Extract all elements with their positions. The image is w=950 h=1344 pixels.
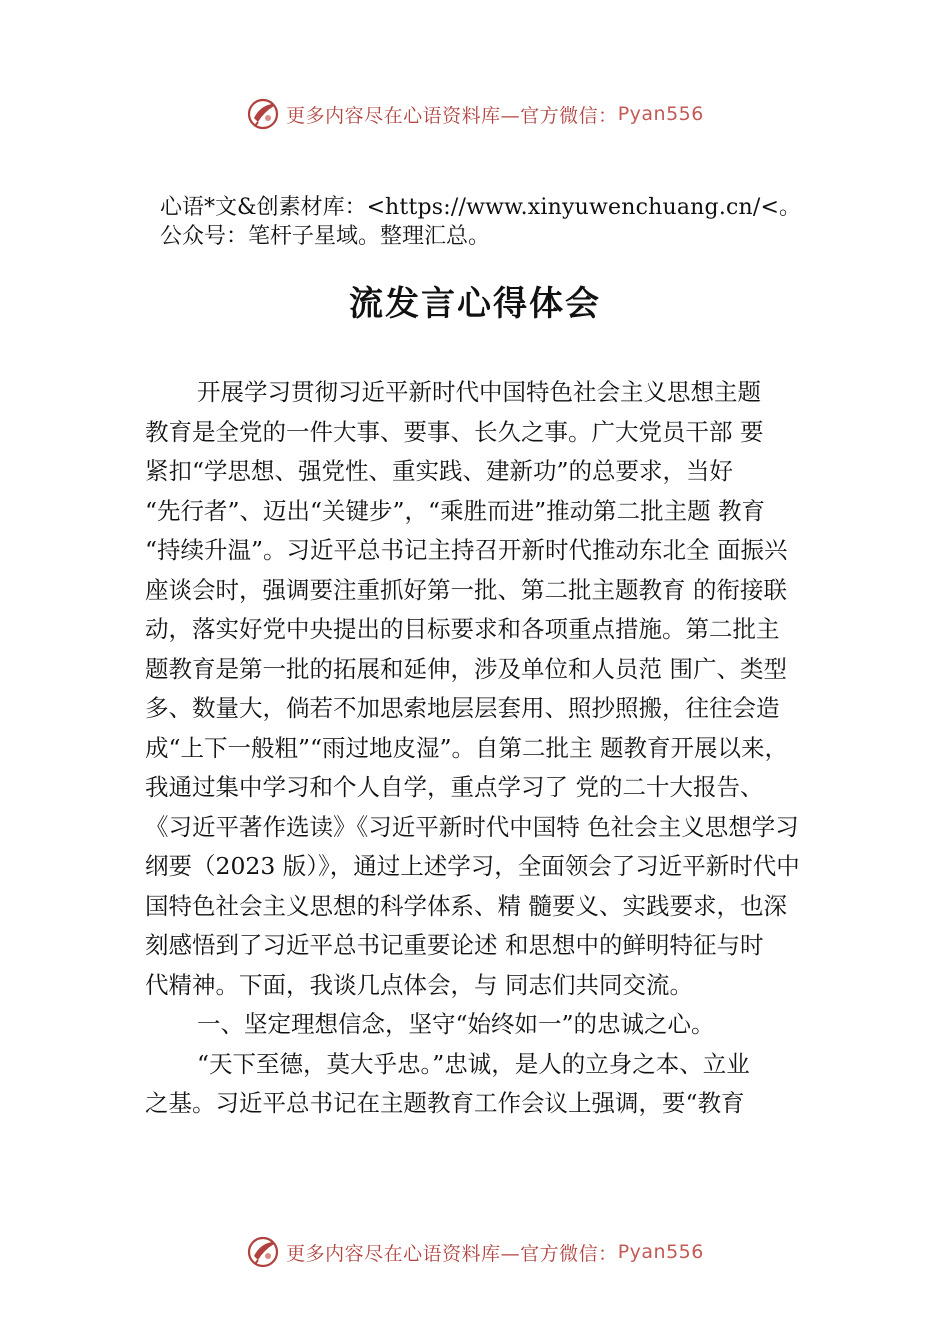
body-line: 《习近平著作选读》《习近平新时代中国特 色社会主义思想学习 — [145, 812, 799, 841]
body-line: 刻感悟到了习近平总书记重要论述 和思想中的鲜明特征与时 — [145, 931, 764, 959]
document-body — [145, 373, 845, 1124]
source-url[interactable]: https://www.xinyuwenchuang.cn/ — [385, 195, 761, 220]
writing-hand-logo-icon — [246, 1234, 282, 1270]
source-note — [160, 193, 920, 251]
body-line: 题教育是第一批的拓展和延伸，涉及单位和人员范 围广、类型 — [145, 654, 787, 683]
body-line: 我通过集中学习和个人自学，重点学习了 党的二十大报告、 — [145, 773, 764, 801]
source-suffix: <。 — [760, 195, 801, 220]
section-heading: 一、坚定理想信念，坚守“始终如一”的忠诚之心。 — [197, 1010, 715, 1038]
footer-watermark-banner — [0, 1232, 950, 1272]
writing-hand-logo-icon — [246, 96, 282, 132]
header-watermark-banner — [0, 94, 950, 134]
source-line-1 — [160, 193, 920, 222]
banner-account: Pyan556 — [617, 1241, 704, 1263]
body-line: 纲要（2023 版）》，通过上述学习，全面领会了习近平新时代中 — [145, 852, 800, 880]
body-line: 教育是全党的一件大事、要事、长久之事。广大党员干部 要 — [145, 417, 764, 446]
banner-text: 更多内容尽在心语资料库— — [286, 1242, 521, 1265]
banner-account: Pyan556 — [617, 103, 704, 125]
body-line: “先行者”、迈出“关键步”，“乘胜而进”推动第二批主题 教育 — [145, 496, 766, 525]
document-title: 流发言心得体会 — [349, 284, 601, 324]
banner-wechat-label: 官方微信： — [520, 1242, 618, 1265]
body-line: 多、数量大，倘若不加思索地层层套用、照抄照搬，往往会造 — [145, 694, 780, 722]
body-line: “天下至德，莫大乎忠。”忠诚，是人的立身之本、立业 — [197, 1049, 750, 1078]
banner-wechat-label: 官方微信： — [520, 104, 618, 127]
body-line: “持续升温”。习近平总书记主持召开新时代推动东北全 面振兴 — [145, 536, 788, 564]
body-line: 代精神。下面，我谈几点体会，与 同志们共同交流。 — [145, 970, 693, 999]
body-line: 开展学习贯彻习近平新时代中国特色社会主义思想主题 — [197, 378, 761, 406]
body-line: 成“上下一般粗”“雨过地皮湿”。自第二批主 题教育开展以来， — [145, 733, 789, 762]
body-line: 座谈会时，强调要注重抓好第一批、第二批主题教育 的衔接联 — [145, 575, 787, 604]
body-line: 之基。习近平总书记在主题教育工作会议上强调，要“教育 — [145, 1089, 745, 1117]
body-line: 紧扣“学思想、强党性、重实践、建新功”的总要求，当好 — [145, 457, 734, 485]
banner-text: 更多内容尽在心语资料库— — [286, 104, 521, 127]
body-line: 动，落实好党中央提出的目标要求和各项重点措施。第二批主 — [145, 615, 780, 643]
source-line-2: 公众号：笔杆子星域。整理汇总。 — [160, 224, 491, 249]
body-line: 国特色社会主义思想的科学体系、精 髓要义、实践要求，也深 — [145, 891, 787, 920]
source-prefix: 心语*文&创素材库：< — [160, 195, 386, 220]
